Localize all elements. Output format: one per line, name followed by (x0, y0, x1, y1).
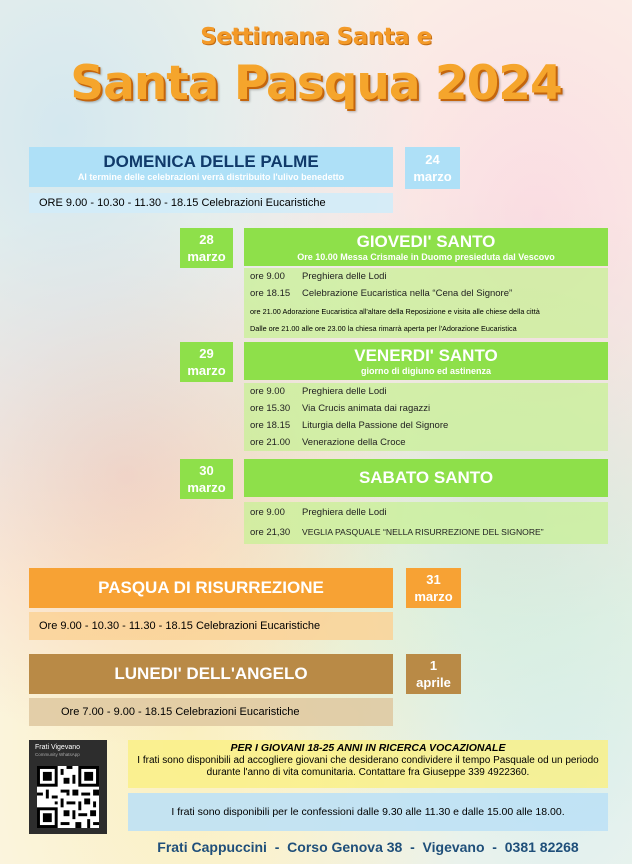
pasqua-month: marzo (414, 589, 453, 604)
schedule-row (244, 417, 608, 434)
row-time: ore 9.00 (250, 506, 285, 518)
subtitle: Settimana Santa e (200, 24, 432, 50)
pasqua-date (406, 568, 461, 608)
lunedi-title: LUNEDI' DELL'ANGELO (114, 664, 308, 683)
lunedi-times-text: Ore 7.00 - 9.00 - 18.15 Celebrazioni Eucaristiche (61, 706, 300, 718)
domenica-day: 24 (425, 152, 440, 167)
pasqua-day: 31 (426, 572, 441, 587)
giovedi-title: GIOVEDI' SANTO (356, 231, 496, 251)
domenica-note: Al termine delle celebrazioni verrà distribuito l'ulivo benedetto (77, 171, 345, 182)
venerdi-header (244, 342, 608, 380)
lunedi-date (406, 654, 461, 694)
schedule-row (244, 268, 608, 285)
row-text: VEGLIA PASQUALE “NELLA RISURREZIONE DEL SIGNORE” (302, 527, 544, 537)
row-text: Preghiera delle Lodi (302, 271, 387, 282)
footer-contacts: Frati Cappuccini - Corso Genova 38 - Vigevano - 0381 82268 (157, 839, 579, 855)
row-text: Celebrazione Eucaristica nella “Cena del Signore” (302, 288, 513, 299)
pasqua-times (29, 612, 393, 640)
domenica-header (29, 147, 393, 187)
pasqua-times-text: Ore 9.00 - 10.30 - 11.30 - 18.15 Celebrazioni Eucaristiche (39, 620, 321, 632)
lunedi-times (29, 698, 393, 726)
venerdi-schedule (244, 383, 608, 451)
row-time: ore 9.00 (250, 386, 285, 397)
venerdi-note: giorno di digiuno ed astinenza (361, 365, 491, 376)
confessioni-text: I frati sono disponibili per le confessioni dalle 9.30 alle 11.30 e dalle 15.00 alle 18.00. (171, 806, 565, 818)
confessioni-box (128, 793, 608, 831)
row-time: ore 18.15 (250, 288, 291, 299)
pasqua-header (29, 568, 393, 608)
page-title: Santa Pasqua 2024 (70, 56, 562, 111)
row-time: ore 18.15 (250, 420, 291, 431)
sabato-schedule (244, 502, 608, 544)
giovedi-schedule (244, 268, 608, 338)
schedule-row (244, 502, 608, 522)
sabato-date (180, 459, 233, 499)
venerdi-month: marzo (187, 363, 226, 378)
row-text: Preghiera delle Lodi (302, 386, 387, 397)
domenica-times-text: ORE 9.00 - 10.30 - 11.30 - 18.15 Celebrazioni Eucaristiche (39, 197, 326, 209)
qr-label: Frati Vigevano (35, 744, 81, 751)
row-text: Via Crucis animata dai ragazzi (302, 403, 431, 414)
row-text: Preghiera delle Lodi (302, 506, 387, 518)
row-time: ore 9.00 (250, 271, 285, 282)
schedule-row (244, 285, 608, 302)
sabato-day: 30 (199, 463, 214, 478)
qr-code-icon (37, 766, 99, 828)
row-text: Venerazione della Croce (302, 437, 406, 448)
row-time: ore 21,30 (250, 526, 291, 538)
sabato-header (244, 459, 608, 497)
lunedi-day: 1 (429, 658, 438, 673)
giovani-title: PER I GIOVANI 18-25 ANNI IN RICERCA VOCAZIONALE (230, 742, 506, 754)
row-text: Liturgia della Passione del Signore (302, 420, 449, 431)
sabato-month: marzo (187, 480, 226, 495)
schedule-row (244, 400, 608, 417)
row-time: ore 15.30 (250, 403, 291, 414)
schedule-row (244, 383, 608, 400)
giovedi-extra-1: ore 21.00 Adorazione Eucaristica all'altare della Reposizione e visita alle chiese della città (250, 306, 540, 316)
giovedi-day: 28 (199, 232, 214, 247)
qr-card[interactable] (29, 740, 107, 834)
giovani-box (128, 740, 608, 788)
domenica-date (405, 147, 460, 189)
schedule-row (244, 522, 608, 542)
venerdi-day: 29 (199, 346, 214, 361)
pasqua-title: PASQUA DI RISURREZIONE (98, 578, 324, 597)
venerdi-date (180, 342, 233, 382)
lunedi-header (29, 654, 393, 694)
domenica-times (29, 193, 393, 213)
domenica-month: marzo (413, 169, 452, 184)
giovedi-header (244, 228, 608, 266)
row-time: ore 21.00 (250, 437, 291, 448)
qr-sublabel: Community WhatsApp (35, 752, 80, 757)
venerdi-title: VENERDI' SANTO (354, 345, 498, 365)
sabato-title: SABATO SANTO (358, 468, 494, 487)
giovedi-month: marzo (187, 249, 226, 264)
domenica-title: DOMENICA DELLE PALME (103, 151, 319, 171)
giovedi-date (180, 228, 233, 268)
giovedi-extra-2: Dalle ore 21.00 alle ore 23.00 la chiesa rimarrà aperta per l'Adorazione Eucaristica (250, 324, 517, 333)
giovedi-note: Ore 10.00 Messa Crismale in Duomo presieduta dal Vescovo (297, 251, 555, 262)
schedule-row (244, 434, 608, 451)
lunedi-month: aprile (416, 675, 451, 690)
giovani-text: I frati sono disponibili ad accogliere giovani che desiderano condividere il tempo Pasquale od un periodo durante l'anno di vita comunitaria. Contattare fra Giuseppe 339 4922360. (137, 755, 599, 778)
